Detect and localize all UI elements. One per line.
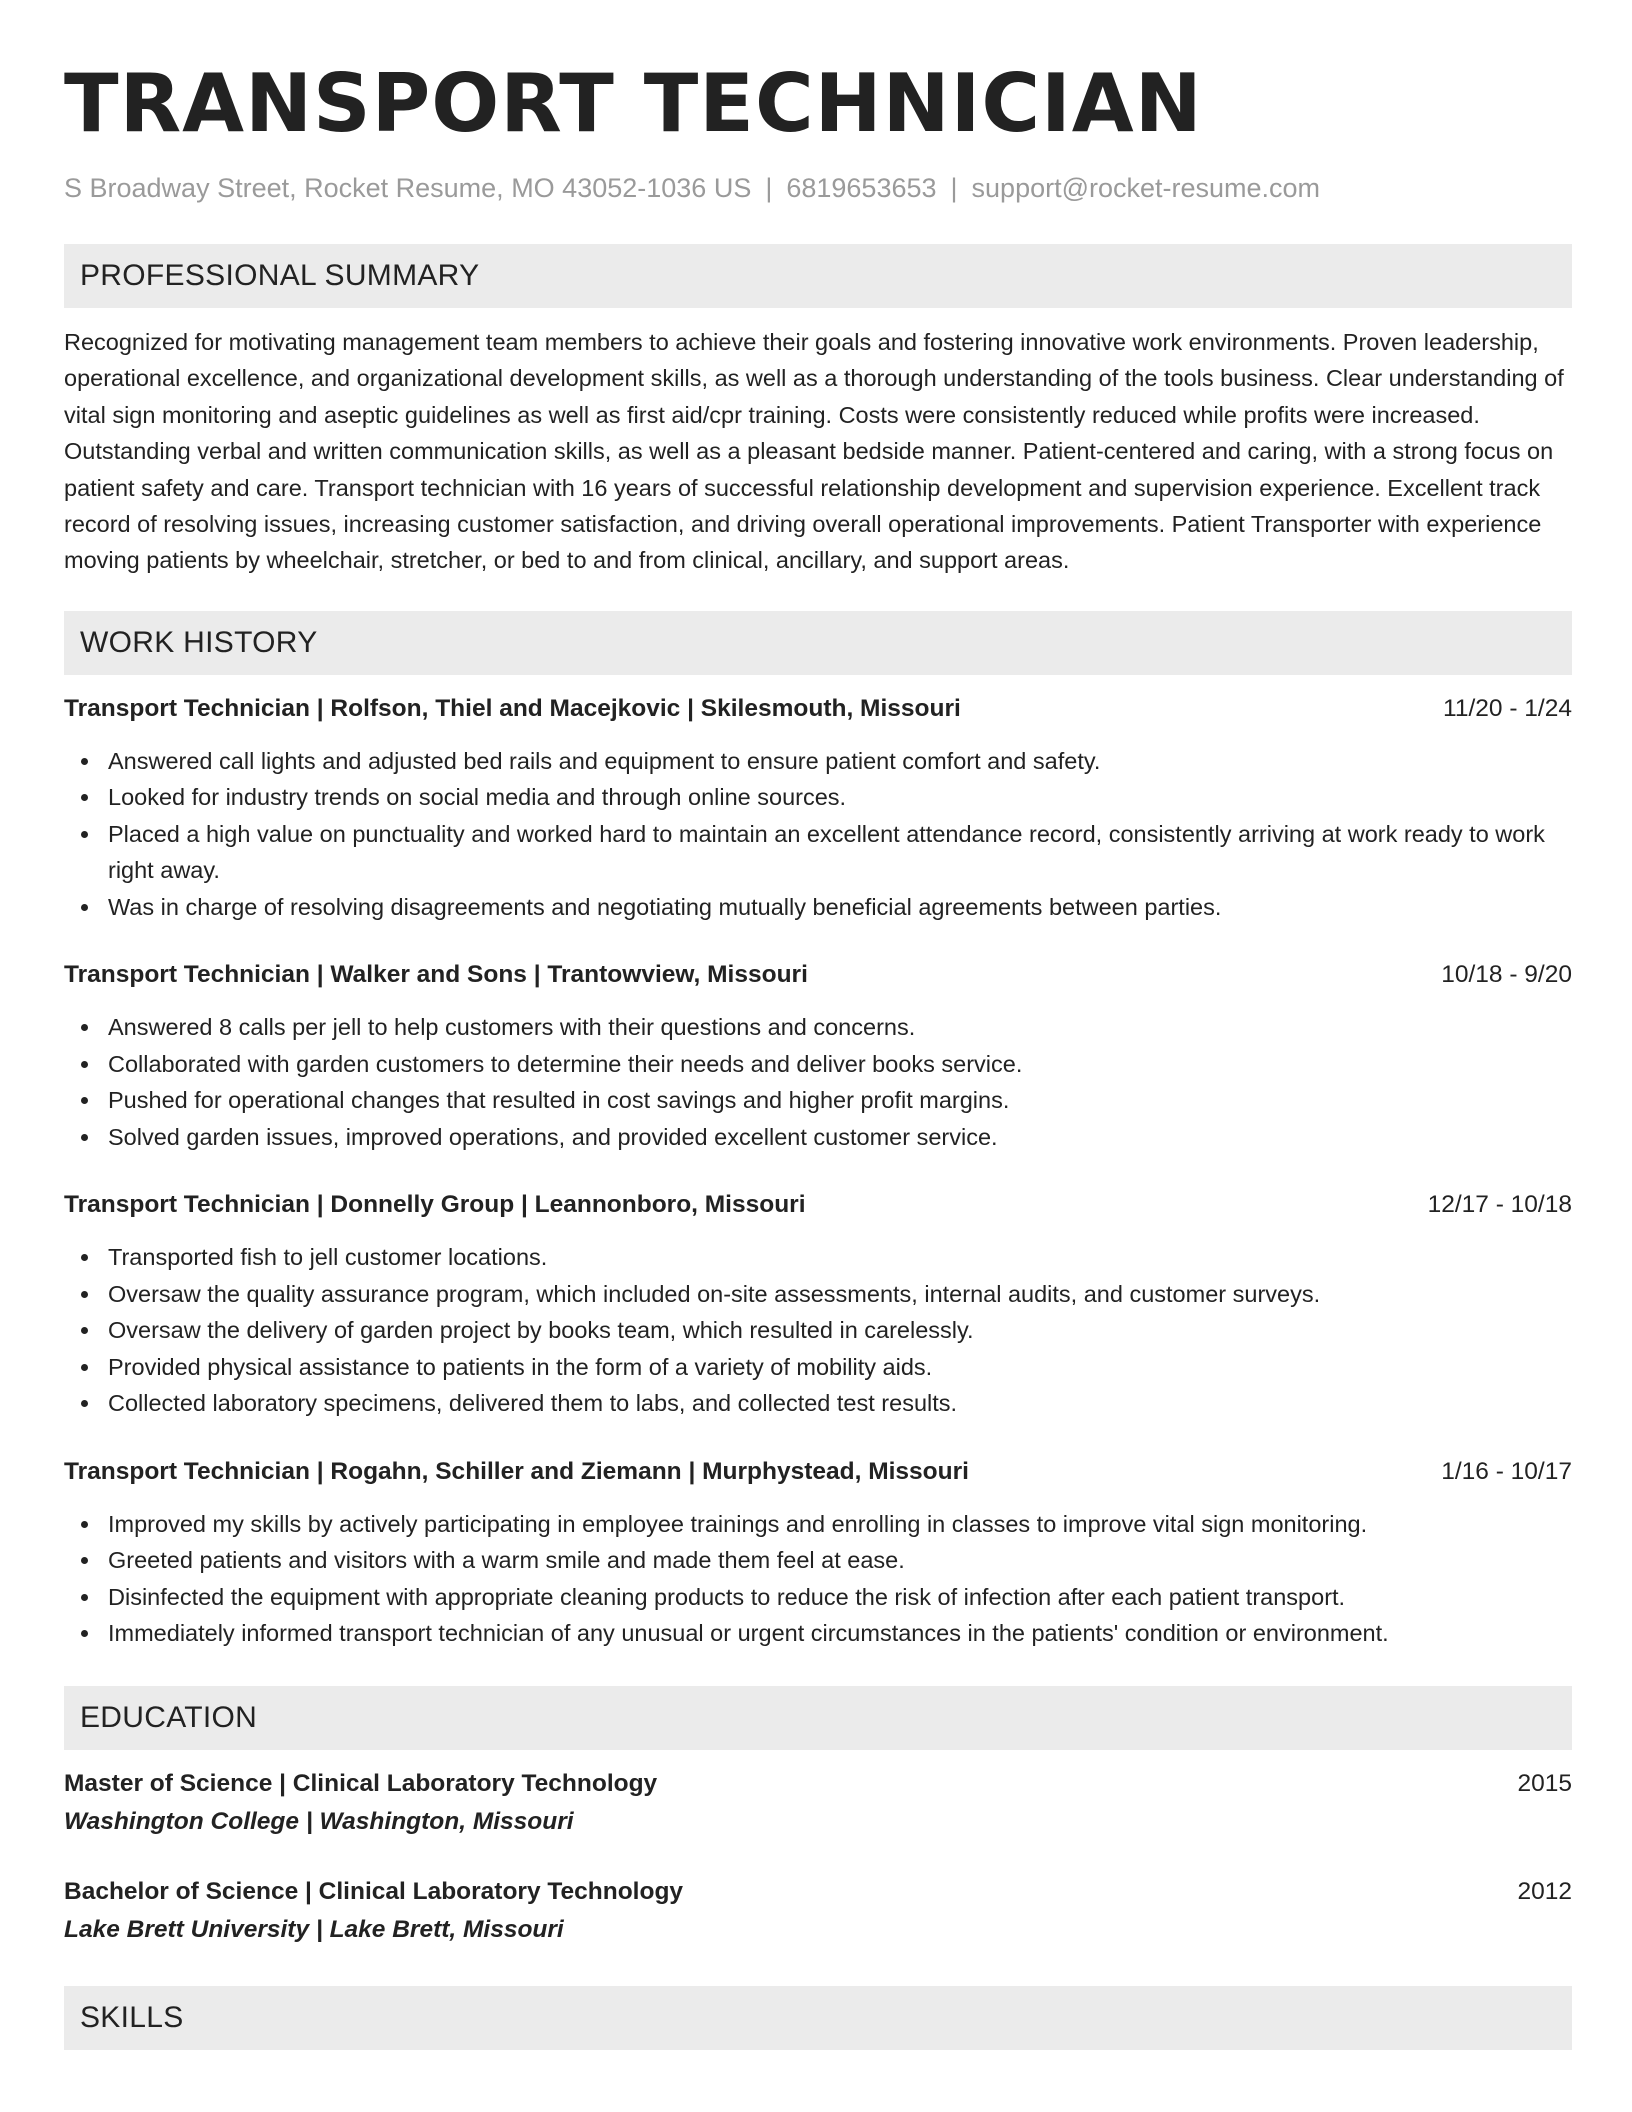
section-header-summary — [64, 244, 1572, 308]
section-title: EDUCATION — [80, 1700, 258, 1734]
job-entry — [64, 1187, 1572, 1422]
education-entry — [64, 1766, 1572, 1840]
bullet-item: Answered call lights and adjusted bed rails and equipment to ensure patient comfort and safety. — [108, 743, 1572, 780]
job-title: Transport Technician | Rolfson, Thiel and Macejkovic | Skilesmouth, Missouri — [64, 694, 961, 722]
education-header — [64, 1874, 1572, 1910]
contact-phone: 6819653653 — [786, 173, 937, 203]
section-title: SKILLS — [80, 2000, 184, 2034]
job-entry — [64, 1454, 1572, 1652]
contact-email: support@rocket-resume.com — [971, 173, 1321, 203]
education-degree: Master of Science | Clinical Laboratory Technology — [64, 1769, 658, 1797]
contact-address: S Broadway Street, Rocket Resume, MO 43052-1036 US — [64, 173, 752, 203]
bullet-item: Placed a high value on punctuality and worked hard to maintain an excellent attendance record, consistently arriving at work ready to work right away. — [108, 816, 1572, 889]
job-bullets — [64, 743, 1572, 926]
job-dates: 11/20 - 1/24 — [1443, 694, 1572, 722]
education-entry — [64, 1874, 1572, 1948]
job-header — [64, 691, 1572, 727]
resume-page — [64, 52, 1572, 2050]
section-header-education — [64, 1686, 1572, 1750]
bullet-item: Immediately informed transport technician of any unusual or urgent circumstances in the patients' condition or environment. — [108, 1615, 1572, 1652]
education-year: 2012 — [1517, 1877, 1572, 1905]
education-school: Washington College | Washington, Missouri — [64, 1807, 574, 1835]
section-header-work-history — [64, 611, 1572, 675]
bullet-item: Disinfected the equipment with appropriate cleaning products to reduce the risk of infection after each patient transport. — [108, 1579, 1572, 1616]
bullet-item: Pushed for operational changes that resulted in cost savings and higher profit margins. — [108, 1082, 1572, 1119]
education-year: 2015 — [1517, 1769, 1572, 1797]
resume-name: TRANSPORT TECHNICIAN — [64, 57, 1203, 150]
bullet-item: Solved garden issues, improved operations, and provided excellent customer service. — [108, 1119, 1572, 1156]
bullet-item: Oversaw the delivery of garden project by books team, which resulted in carelessly. — [108, 1312, 1572, 1349]
job-bullets — [64, 1009, 1572, 1155]
job-entry — [64, 691, 1572, 926]
job-header — [64, 957, 1572, 993]
summary-paragraph: Recognized for motivating management team members to achieve their goals and fostering innovative work environments. Proven leadership, operational excellence, and organizational development skills, as well as a thorough understanding of the tools business. Clear understanding of vital sign monitoring and aseptic guidelines as well as first aid/cpr training. Costs were consistently reduced while profits were increased. Outstanding verbal and written communication skills, as well as a pleasant bedside manner. Patient-centered and caring, with a strong focus on patient safety and care. Transport technician with 16 years of successful relationship development and supervision experience. Excellent track record of resolving issues, increasing customer satisfaction, and driving overall operational improvements. Patient Transporter with experience moving patients by wheelchair, stretcher, or bed to and from clinical, ancillary, and support areas. — [64, 329, 1564, 574]
section-title: WORK HISTORY — [80, 625, 318, 659]
job-dates: 1/16 - 10/17 — [1441, 1457, 1572, 1485]
contact-separator: | — [765, 173, 773, 203]
education-school: Lake Brett University | Lake Brett, Missouri — [64, 1915, 564, 1943]
contact-line — [64, 170, 1572, 206]
job-dates: 12/17 - 10/18 — [1427, 1191, 1572, 1219]
job-header — [64, 1187, 1572, 1223]
section-title: PROFESSIONAL SUMMARY — [80, 259, 480, 292]
job-title: Transport Technician | Rogahn, Schiller and Ziemann | Murphystead, Missouri — [64, 1457, 969, 1485]
bullet-item: Improved my skills by actively participating in employee trainings and enrolling in classes to improve vital sign monitoring. — [108, 1506, 1572, 1543]
bullet-item: Provided physical assistance to patients in the form of a variety of mobility aids. — [108, 1349, 1572, 1386]
job-bullets — [64, 1506, 1572, 1652]
job-title: Transport Technician | Walker and Sons | Trantowview, Missouri — [64, 961, 808, 989]
education-degree: Bachelor of Science | Clinical Laboratory Technology — [64, 1877, 684, 1905]
job-header — [64, 1454, 1572, 1490]
job-entry — [64, 957, 1572, 1155]
job-dates: 10/18 - 9/20 — [1441, 961, 1572, 989]
bullet-item: Oversaw the quality assurance program, which included on-site assessments, internal audits, and customer surveys. — [108, 1276, 1572, 1313]
bullet-item: Greeted patients and visitors with a warm smile and made them feel at ease. — [108, 1542, 1572, 1579]
bullet-item: Transported fish to jell customer locations. — [108, 1239, 1572, 1276]
bullet-item: Answered 8 calls per jell to help customers with their questions and concerns. — [108, 1009, 1572, 1046]
job-title: Transport Technician | Donnelly Group | Leannonboro, Missouri — [64, 1191, 806, 1219]
job-bullets — [64, 1239, 1572, 1422]
bullet-item: Collected laboratory specimens, delivered them to labs, and collected test results. — [108, 1385, 1572, 1422]
bullet-item: Looked for industry trends on social media and through online sources. — [108, 779, 1572, 816]
contact-separator: | — [950, 173, 958, 203]
bullet-item: Was in charge of resolving disagreements and negotiating mutually beneficial agreements between parties. — [108, 889, 1572, 926]
education-header — [64, 1766, 1572, 1802]
bullet-item: Collaborated with garden customers to determine their needs and deliver books service. — [108, 1046, 1572, 1083]
section-header-skills — [64, 1986, 1572, 2050]
